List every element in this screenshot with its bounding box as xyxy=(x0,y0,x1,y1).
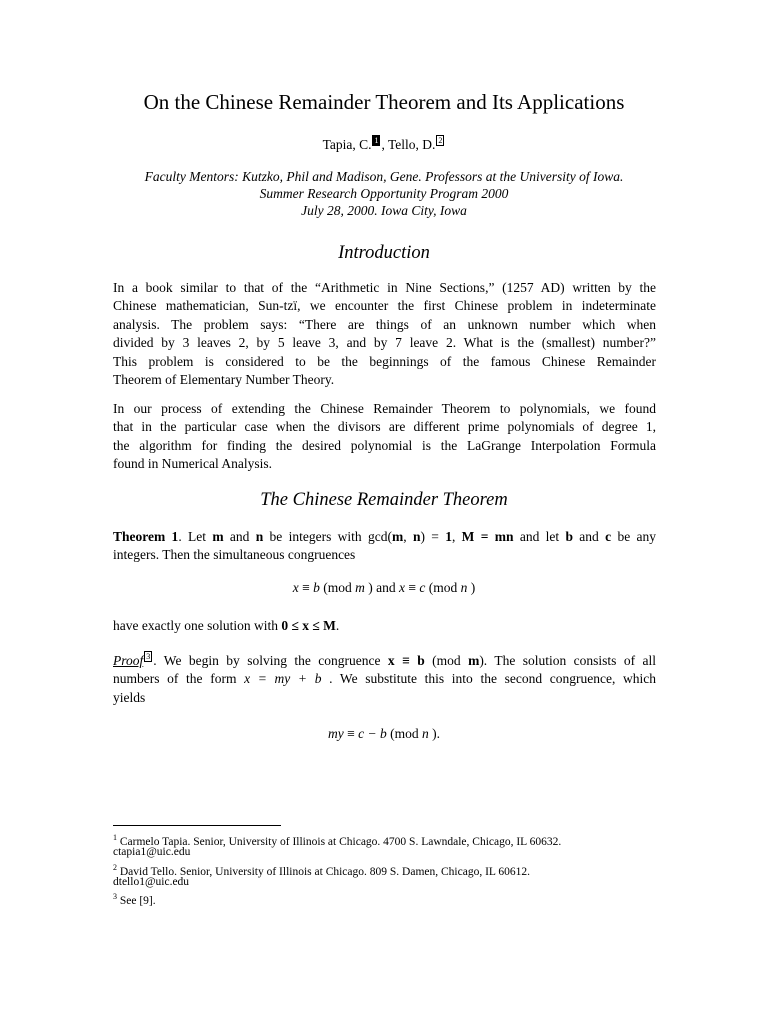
footnote-divider xyxy=(113,825,281,826)
eq-var: n xyxy=(460,580,468,595)
eq-op: ). xyxy=(428,726,440,741)
text-line: In a book similar to that of the “Arithmetic in Nine Sections,” (1257 AD) written by the xyxy=(113,280,656,295)
theorem-line-1 xyxy=(113,528,656,546)
text-run: , xyxy=(451,529,462,544)
eq-var: m xyxy=(355,580,365,595)
footnote-text: See [9]. xyxy=(117,894,156,907)
proof-label: Proof xyxy=(113,653,144,668)
footnote-2-email[interactable]: dtello1@uic.edu xyxy=(113,876,190,888)
eq-var: x xyxy=(399,580,405,595)
introduction-heading: Introduction xyxy=(338,243,430,263)
theorem-line-2: integers. Then the simultaneous congruences xyxy=(113,547,356,563)
congruence-equation xyxy=(0,580,768,596)
footnote-text: David Tello. Senior, University of Illinois at Chicago. 809 S. Damen, Chicago, IL 60612. xyxy=(117,865,530,878)
var-c: c xyxy=(605,529,612,544)
eq-op: (mod xyxy=(425,580,461,595)
theorem-1-statement xyxy=(113,528,656,565)
intro-paragraph-1 xyxy=(113,279,656,389)
footnote-ref-3[interactable]: 3 xyxy=(146,652,151,661)
text-run: . xyxy=(335,618,340,633)
var-m: m xyxy=(212,529,224,544)
eq-var: c xyxy=(419,580,426,595)
author-line xyxy=(0,135,768,153)
mentor-line-3: July 28, 2000. Iowa City, Iowa xyxy=(301,203,467,218)
proof-line-2 xyxy=(113,670,656,688)
proof-line-1 xyxy=(113,651,656,670)
proof-paragraph xyxy=(113,651,656,707)
footnote-number: 3 xyxy=(113,892,117,901)
text-line: Theorem of Elementary Number Theory. xyxy=(113,372,335,388)
text-run: ) = xyxy=(420,529,446,544)
eq-var: n xyxy=(421,726,429,741)
reduced-congruence-equation xyxy=(0,726,768,742)
eq-op: ) and xyxy=(364,580,399,595)
text-run: numbers of the form xyxy=(113,671,245,687)
footnote-number: 1 xyxy=(113,833,117,842)
text-line: that in the particular case when the divisors are different prime polynomials of degree 1, xyxy=(113,419,656,435)
text-run: , xyxy=(403,529,413,544)
footnote-ref-2[interactable]: 2 xyxy=(438,136,443,145)
text-run: have exactly one solution with xyxy=(113,618,282,633)
text-line: the algorithm for finding the desired polynomial is the LaGrange Interpolation Formula xyxy=(113,437,656,453)
var-n: n xyxy=(255,529,264,544)
paper-title: On the Chinese Remainder Theorem and Its Applications xyxy=(143,90,625,114)
text-line: Chinese mathematician, Sun-tzï, we encounter the first Chinese problem in indeterminate xyxy=(113,298,656,314)
eq-var: b xyxy=(313,580,320,595)
text-run: . Let xyxy=(178,529,213,544)
mentor-line-2: Summer Research Opportunity Program 2000 xyxy=(259,186,509,201)
footnote-3 xyxy=(113,890,673,908)
eq-var: x xyxy=(292,580,299,595)
inline-equation: x = my + b xyxy=(244,671,322,687)
text-line: divided by 3 leaves 2, by 5 leave 3, and by 7 leave 2. What is the (smallest) number?” xyxy=(113,335,656,351)
proof-congruence: x ≡ b xyxy=(387,653,425,668)
author-tapia: Tapia, C. xyxy=(322,137,372,152)
text-run: be any xyxy=(611,529,657,544)
footnote-number: 2 xyxy=(113,863,117,872)
mentor-block xyxy=(0,168,768,219)
author-tello: , Tello, D. xyxy=(381,137,436,152)
proof-line-3: yields xyxy=(113,689,146,705)
eq-op: ) xyxy=(467,580,476,595)
text-line: This problem is considered to be the beginnings of the famous Chinese Remainder xyxy=(113,353,656,369)
theorem-label: Theorem 1 xyxy=(113,529,179,544)
text-run: and xyxy=(223,529,256,544)
eq-op: ≡ xyxy=(343,726,359,741)
footnote-ref-1[interactable]: 1 xyxy=(374,136,379,145)
value-one: 1 xyxy=(445,529,452,544)
mentor-line-1: Faculty Mentors: Kutzko, Phil and Madison, Gene. Professors at the University of Iowa. xyxy=(144,169,624,184)
solution-line xyxy=(113,617,656,635)
var-m: m xyxy=(391,529,404,544)
intro-paragraph-2 xyxy=(113,400,656,474)
text-run: and xyxy=(572,529,606,544)
solution-bound: 0 ≤ x ≤ M xyxy=(281,618,336,633)
text-line: analysis. The problem says: “There are things of an unknown number which when xyxy=(113,316,656,332)
footnote-text: Carmelo Tapia. Senior, University of Illinois at Chicago. 4700 S. Lawndale, Chicago, IL 60632. xyxy=(117,835,562,848)
eq-op: (mod xyxy=(319,580,356,595)
eq-op: ≡ xyxy=(298,580,314,595)
text-line: found in Numerical Analysis. xyxy=(113,456,272,472)
footnote-1-email[interactable]: ctapia1@uic.edu xyxy=(113,846,191,858)
text-run: ). The solution consists of all xyxy=(479,653,657,668)
text-run: be integers with gcd( xyxy=(263,529,392,544)
text-run: . We substitute this into the second congruence, which xyxy=(321,671,656,687)
var-M: M = mn xyxy=(461,529,514,544)
text-line: In our process of extending the Chinese Remainder Theorem to polynomials, we found xyxy=(113,401,656,416)
crt-heading: The Chinese Remainder Theorem xyxy=(260,490,508,510)
text-run: and let xyxy=(513,529,566,544)
eq-var: c − b xyxy=(358,726,387,741)
text-run: . We begin by solving the congruence xyxy=(153,653,388,668)
var-b: b xyxy=(565,529,573,544)
eq-op: (mod xyxy=(386,726,422,741)
solution-statement xyxy=(113,617,656,635)
text-run: (mod xyxy=(424,653,469,668)
eq-var: my xyxy=(328,726,344,741)
eq-op: ≡ xyxy=(405,580,420,595)
var-m: m xyxy=(468,653,480,668)
var-n: n xyxy=(412,529,421,544)
